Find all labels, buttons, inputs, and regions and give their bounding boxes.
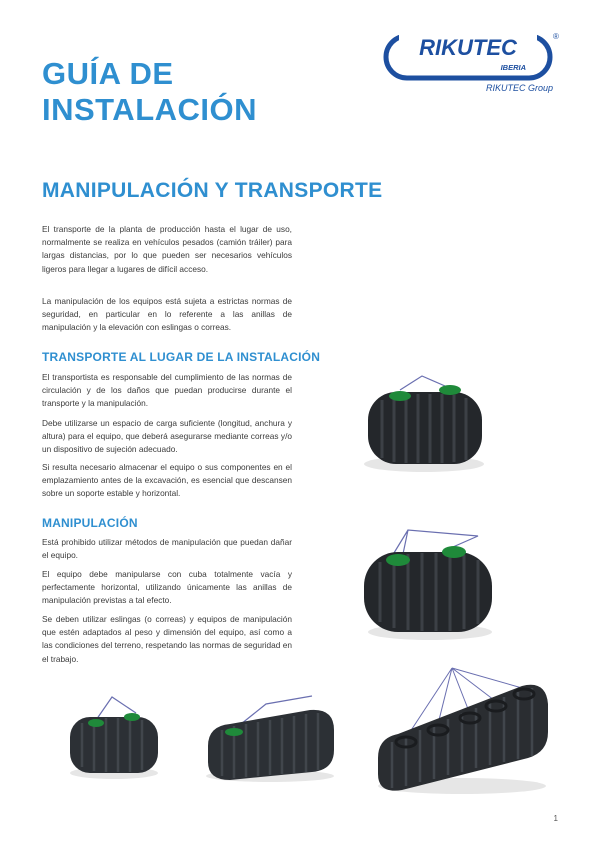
subheading-manipulacion: MANIPULACIÓN: [42, 516, 138, 530]
handling-paragraph-1: Está prohibido utilizar métodos de manipulación que puedan dañar el equipo.: [42, 537, 292, 561]
group-label: RIKUTEC Group: [486, 83, 554, 93]
title-line-1: GUÍA DE: [42, 56, 174, 91]
tank-image-large: [372, 662, 552, 797]
page-title: [42, 56, 257, 128]
transport-paragraph-1: El transportista es responsable del cumplimiento de las normas de circulación y de los daños que puedan producirse durante el transporte y la manipulación.: [42, 372, 292, 409]
title-line-2: INSTALACIÓN: [42, 92, 258, 127]
logo-text: RIKUTEC: [419, 35, 517, 60]
tank-image-transport: [360, 370, 490, 480]
section-heading: MANIPULACIÓN Y TRANSPORTE: [42, 179, 383, 202]
registered-mark: ®: [553, 32, 559, 41]
tank-image-small-2: [200, 688, 340, 788]
transport-paragraph-2: Debe utilizarse un espacio de carga suficiente (longitud, anchura y altura) para el equipo, que deberá asegurarse mediante correas y/o un dispositivo de sujeción adecuado.: [42, 418, 292, 455]
handling-paragraph-2: El equipo debe manipularse con cuba totalmente vacía y perfectamente horizontal, utilizando únicamente las anillas de manipulación previstas a tal efecto.: [42, 569, 292, 606]
transport-paragraph-3: Si resulta necesario almacenar el equipo o sus componentes en el emplazamiento antes de la excavación, es esencial que descansen sobre un soporte estable y horizontal.: [42, 462, 292, 499]
intro-paragraph-2: La manipulación de los equipos está sujeta a estrictas normas de seguridad, en particular en lo referente a las anillas de manipulación y la elevación con eslingas o correas.: [42, 296, 292, 333]
intro-paragraph-1: El transporte de la planta de producción hasta el lugar de uso, normalmente se realiza en vehículos pesados (camión tráiler) para largas distancias, por lo que pueden ser necesarios vehículos ligeros para llegar a lugares de difícil acceso.: [42, 224, 292, 274]
page-number: 1: [553, 814, 558, 823]
subheading-transport: TRANSPORTE AL LUGAR DE LA INSTALACIÓN: [42, 350, 321, 364]
handling-paragraph-3: Se deben utilizar eslingas (o correas) y equipos de manipulación que estén adaptados al peso y dimensión del equipo, así como a las condiciones del terreno, respetando las normas de seguridad en el trabajo.: [42, 614, 292, 664]
tank-image-handling: [358, 522, 498, 647]
tank-image-small-1: [64, 693, 164, 783]
logo-sub-text: IBERIA: [500, 63, 526, 72]
